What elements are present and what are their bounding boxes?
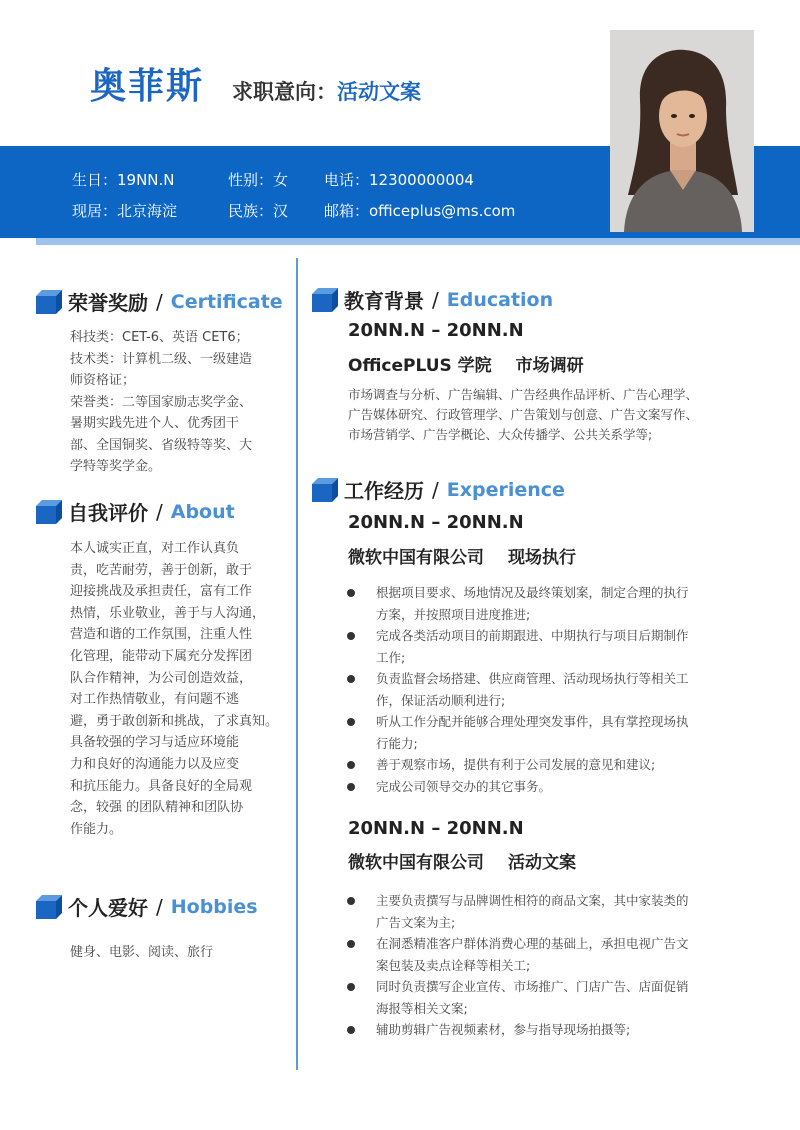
section-title-en: Experience [446, 478, 565, 501]
section-title-en: Certificate [170, 290, 283, 313]
info-birth: 生日：19NN.N [72, 171, 175, 189]
list-item: 完成公司领导交办的其它事务。 [340, 776, 740, 798]
section-title-cn: 荣誉奖励 [68, 291, 148, 315]
job2-date: 20NN.N – 20NN.N [348, 818, 524, 839]
job2-bullets [340, 890, 740, 1041]
about-text: 本人诚实正直，对工作认真负 责，吃苦耐劳，善于创新，敢于 迎接挑战及承担责任，富有工作 热情，乐业敬业，善于与人沟通， 营造和谐的工作氛围，注重人性 化管理，能带动下属充分发挥团 队合作精神，为公司创造效益， 对工作热情敬业，有问题不逃 避，勇于敢创新和挑战，了求真知。 具备较强的学习与适应环境能 力和良好的沟通能力以及应变 和抗压能力。具备良好的全局观 念，较强 的团队精神和团队协 作能力。 [70, 541, 279, 837]
info-band-underline [36, 238, 800, 245]
section-honors-heading [36, 287, 283, 316]
list-item: 善于观察市场，提供有利于公司发展的意见和建议; [340, 754, 740, 776]
hobbies-text: 健身、电影、阅读、旅行 [70, 945, 214, 960]
section-title-cn: 个人爱好 [68, 896, 148, 920]
candidate-name: 奥菲斯 [90, 66, 205, 107]
list-item: 主要负责撰写与品牌调性相符的商品文案，其中家装类的 广告文案为主; [340, 890, 740, 933]
list-item: 同时负责撰写企业宣传、市场推广、门店广告、店面促销 海报等相关文案; [340, 976, 740, 1019]
education-school: OfficePLUS 学院 [348, 356, 492, 376]
section-title-cn: 教育背景 [344, 289, 424, 313]
job1-org [348, 543, 576, 568]
section-work-heading [312, 475, 565, 504]
cube-icon [36, 500, 62, 524]
section-title-cn: 自我评价 [68, 501, 148, 525]
list-item: 完成各类活动项目的前期跟进、中期执行与项目后期制作 工作; [340, 625, 740, 668]
section-slash: / [156, 894, 163, 919]
info-residence: 现居：北京海淀 [72, 202, 178, 220]
bullet-icon [347, 675, 355, 683]
bullet-icon [347, 1026, 355, 1034]
education-date: 20NN.N – 20NN.N [348, 320, 524, 341]
job1-date: 20NN.N – 20NN.N [348, 512, 524, 533]
education-courses: 市场调查与分析、广告编辑、广告经典作品评析、广告心理学、 广告媒体研究、行政管理学、广告策划与创意、广告文案写作、 市场营销学、广告学概论、大众传播学、公共关系学等; [348, 387, 699, 442]
bullet-icon [347, 940, 355, 948]
education-major: 市场调研 [515, 356, 584, 376]
list-item: 听从工作分配并能够合理处理突发事件，具有掌控现场执 行能力; [340, 711, 740, 754]
education-org [348, 351, 584, 376]
info-phone: 电话：12300000004 [324, 171, 474, 189]
honors-text: 科技类：CET-6、英语 CET6； 技术类：计算机二级、一级建造 师资格证； 荣誉类：二等国家励志奖学金、 暑期实践先进个人、优秀团干 部、全国铜奖、省级特等奖、大 学特等奖学金。 [70, 330, 253, 474]
section-title-en: Education [446, 288, 554, 311]
list-item: 根据项目要求、场地情况及最终策划案，制定合理的执行 方案，并按照项目进度推进; [340, 582, 740, 625]
section-slash: / [432, 287, 439, 312]
section-title-en: About [170, 500, 235, 523]
info-gender: 性别：女 [228, 171, 289, 189]
job1-company: 微软中国有限公司 [348, 548, 484, 568]
section-title-en: Hobbies [170, 895, 258, 918]
cube-icon [36, 895, 62, 919]
section-education-heading [312, 285, 553, 314]
bullet-icon [347, 783, 355, 791]
bullet-icon [347, 897, 355, 905]
info-ethnicity: 民族：汉 [228, 202, 289, 220]
cube-icon [36, 290, 62, 314]
section-about-heading [36, 497, 235, 526]
bullet-icon [347, 589, 355, 597]
job2-org [348, 848, 576, 873]
job2-role: 活动文案 [508, 853, 576, 873]
bullet-icon [347, 761, 355, 769]
list-item: 负责监督会场搭建、供应商管理、活动现场执行等相关工 作，保证活动顺利进行; [340, 668, 740, 711]
job-intention-label: 求职意向： [232, 80, 337, 104]
column-divider [296, 258, 298, 1070]
bullet-icon [347, 632, 355, 640]
bullet-icon [347, 718, 355, 726]
cube-icon [312, 288, 338, 312]
job-intention [232, 76, 421, 106]
section-slash: / [156, 289, 163, 314]
profile-photo [610, 30, 754, 232]
job-intention-value: 活动文案 [337, 80, 421, 104]
job2-company: 微软中国有限公司 [348, 853, 484, 873]
cube-icon [312, 478, 338, 502]
section-hobbies-heading [36, 892, 258, 921]
section-title-cn: 工作经历 [344, 479, 424, 503]
bullet-icon [347, 983, 355, 991]
info-email: 邮箱：officeplus@ms.com [324, 202, 516, 220]
section-slash: / [156, 499, 163, 524]
section-slash: / [432, 477, 439, 502]
job1-role: 现场执行 [508, 548, 576, 568]
job1-bullets [340, 582, 740, 797]
list-item: 在洞悉精准客户群体消费心理的基础上，承担电视广告文 案包装及卖点诠释等相关工; [340, 933, 740, 976]
list-item: 辅助剪辑广告视频素材，参与指导现场拍摄等; [340, 1019, 740, 1041]
